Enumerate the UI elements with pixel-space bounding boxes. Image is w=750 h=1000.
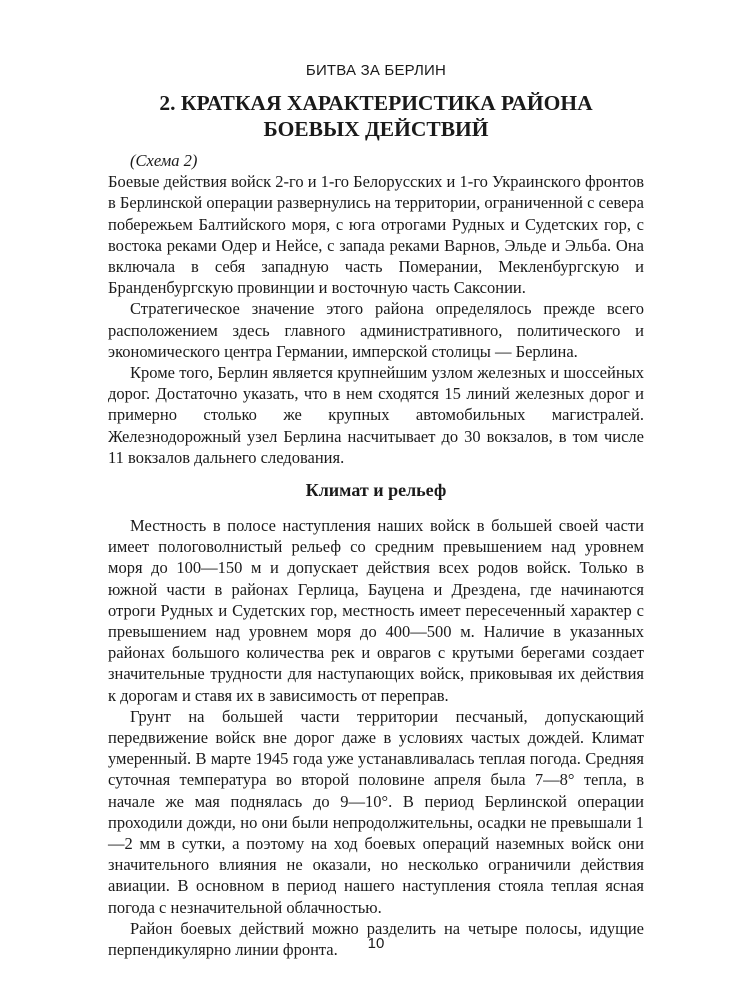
section-title-line-2: БОЕВЫХ ДЕЙСТВИЙ: [263, 117, 489, 141]
section-title: [108, 90, 644, 142]
subsection-title: Климат и рельеф: [305, 480, 447, 500]
paragraph: Боевые действия войск 2-го и 1-го Белорусских и 1-го Украинского фронтов в Берлинской операции развернулись на территории, ограниченной с севера побережьем Балтийского моря, с юга отрогами Рудных и Судетских гор, с востока реками Одер и Нейсе, с запада реками Варнов, Эльде и Эльба. Она включала в себя западную часть Померании, Мекленбургскую и Бранденбургскую провинции и восточную часть Саксонии.: [108, 172, 645, 298]
scheme-reference: (Схема 2): [130, 151, 198, 170]
paragraph: Стратегическое значение этого района определялось прежде всего расположением здесь главного административного, политического и экономического центра Германии, имперской столицы — Берлина.: [108, 299, 644, 361]
subsection-body: [108, 515, 644, 960]
paragraph: Район боевых действий можно разделить на четыре полосы, идущие перпендикулярно линии фронта.: [108, 918, 644, 960]
paragraph: Местность в полосе наступления наших войск в большей своей части имеет пологоволнистый рельеф со средним превышением над уровнем моря до 100—150 м и допускает действия всех родов войск. Только в южной части в районах Герлица, Бауцена и Дрездена, где начинаются отроги Рудных и Судетских гор, местность имеет пересеченный характер с превышением над уровнем моря до 400—500 м. Наличие в указанных районах большого количества рек и оврагов с крутыми берегами создает значительные трудности для наступающих войск, приковывая их действия к дорогам и ставя их в зависимость от переправ.: [108, 516, 644, 705]
paragraph: Грунт на большей части территории песчаный, допускающий передвижение войск вне дорог даже в условиях частых дождей. Климат умеренный. В марте 1945 года уже устанавливалась теплая погода. Средняя суточная температура во второй половине апреля была 7—8° тепла, в начале же мая поднялась до 9—10°. В период Берлинской операции проходили дожди, но они были непродолжительны, осадки не превышали 1—2 мм в сутки, а поэтому на ход боевых операций наземных войск они значительного влияния не оказали, но несколько ограничили действия авиации. В основном в период нашего наступления стояла теплая ясная погода с незначительной облачностью.: [108, 706, 644, 917]
paragraph: Кроме того, Берлин является крупнейшим узлом железных и шоссейных дорог. Достаточно указать, что в нем сходятся 15 линий железных дорог и примерно столько же крупных автомобильных магистралей. Железнодорожный узел Берлина насчитывает до 30 вокзалов, в том числе 11 вокзалов дальнего следования.: [108, 363, 644, 467]
book-page: [108, 0, 644, 1000]
section-title-line-1: 2. КРАТКАЯ ХАРАКТЕРИСТИКА РАЙОНА: [159, 91, 593, 115]
running-head: БИТВА ЗА БЕРЛИН: [305, 62, 447, 79]
section-body: [108, 150, 644, 468]
page-number: 10: [367, 935, 385, 952]
